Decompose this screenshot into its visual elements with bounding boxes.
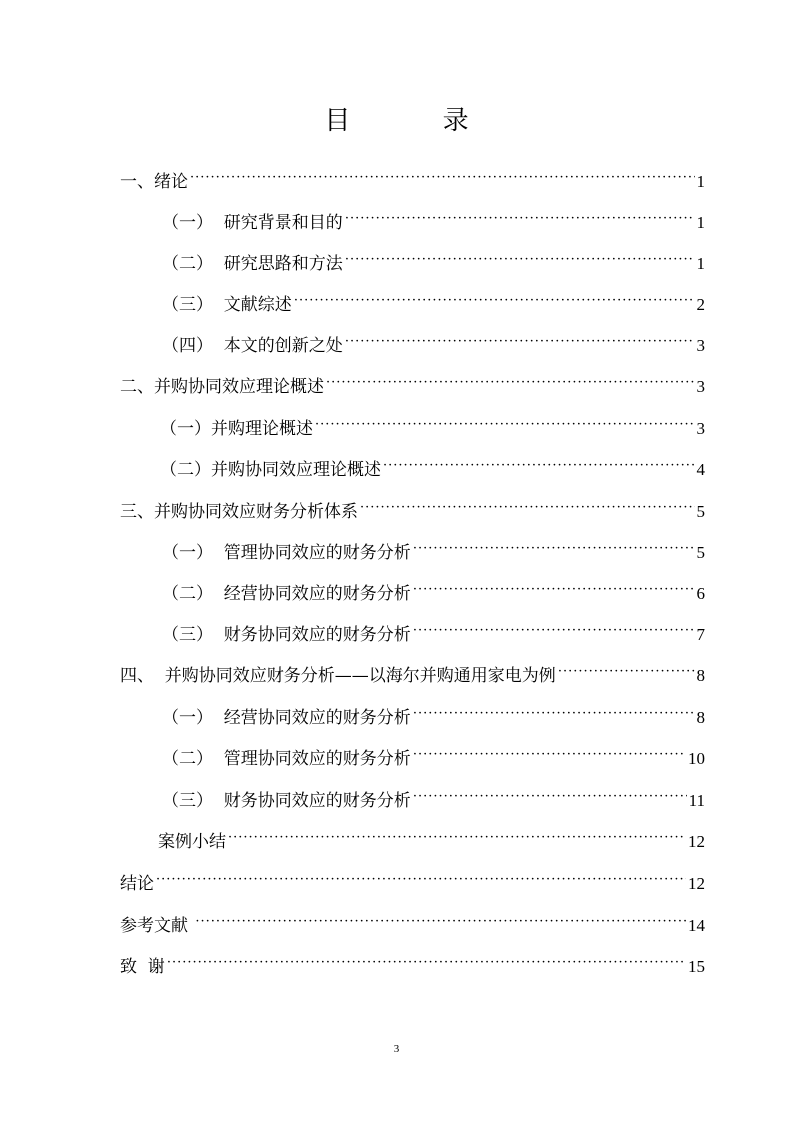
toc-entry-intro[interactable] [120, 168, 705, 196]
toc-entry-page: 6 [696, 584, 705, 603]
toc-entry-page: 8 [696, 708, 705, 727]
toc-entry-label: 二、并购协同效应理论概述 [120, 377, 324, 397]
toc-entry-2-1[interactable] [160, 415, 705, 443]
toc-entry-chapter-3[interactable] [120, 498, 705, 526]
toc-entry-label: （二）并购协同效应理论概述 [160, 460, 381, 480]
toc-leader-dots [360, 494, 695, 522]
toc-entry-label: 三、并购协同效应财务分析体系 [120, 502, 358, 522]
toc-entry-page: 11 [688, 791, 705, 810]
toc-leader-dots [413, 700, 695, 728]
toc-leader-dots [167, 949, 686, 977]
toc-entry-page: 1 [696, 254, 705, 273]
toc-entry-label: （一） 经营协同效应的财务分析 [162, 708, 411, 728]
toc-entry-page: 5 [696, 543, 705, 562]
toc-entry-case-summary[interactable] [158, 828, 705, 856]
toc-entry-page: 12 [688, 832, 705, 851]
toc-leader-dots [345, 205, 695, 233]
toc-entry-label: （一）并购理论概述 [160, 419, 313, 439]
toc-leader-dots [315, 411, 695, 439]
toc-entry-label: 参考文献 [120, 916, 194, 936]
toc-leader-dots [413, 535, 695, 563]
toc-entry-chapter-4[interactable] [120, 662, 705, 690]
toc-leader-dots [558, 658, 695, 686]
toc-entry-4-1[interactable] [162, 704, 705, 732]
toc-entry-page: 3 [696, 377, 705, 396]
toc-entry-3-1[interactable] [162, 539, 705, 567]
toc-title: 目 录 [324, 106, 511, 136]
toc-entry-page: 5 [696, 502, 705, 521]
toc-leader-dots [294, 287, 695, 315]
toc-entry-page: 15 [688, 957, 705, 976]
toc-entry-page: 8 [696, 666, 705, 685]
toc-leader-dots [413, 783, 687, 811]
toc-entry-label: （一） 管理协同效应的财务分析 [162, 543, 411, 563]
toc-entry-label: （二） 研究思路和方法 [162, 254, 343, 274]
toc-leader-dots [190, 164, 695, 192]
toc-leader-dots [228, 824, 686, 852]
toc-entry-acknowledgements[interactable] [120, 953, 705, 981]
toc-entry-label: （四） 本文的创新之处 [162, 336, 343, 356]
toc-entry-conclusion[interactable] [120, 870, 705, 898]
toc-entry-page: 14 [688, 916, 705, 935]
toc-entry-4-2[interactable] [162, 745, 705, 773]
page-number: 3 [393, 1043, 400, 1055]
toc-entry-page: 1 [696, 172, 705, 191]
toc-leader-dots [345, 246, 695, 274]
toc-entry-chapter-2[interactable] [120, 373, 705, 401]
toc-entry-label: （三） 文献综述 [162, 295, 292, 315]
toc-entry-1-3[interactable] [162, 291, 705, 319]
toc-entry-label: （三） 财务协同效应的财务分析 [162, 625, 411, 645]
toc-leader-dots [156, 866, 686, 894]
toc-entry-label: 四、 并购协同效应财务分析——以海尔并购通用家电为例 [120, 666, 556, 686]
toc-leader-dots [345, 328, 695, 356]
toc-leader-dots [326, 369, 695, 397]
toc-entry-1-4[interactable] [162, 332, 705, 360]
toc-entry-page: 4 [696, 460, 705, 479]
toc-entry-label: 案例小结 [158, 832, 226, 852]
toc-entry-2-2[interactable] [160, 456, 705, 484]
toc-entry-page: 10 [688, 749, 705, 768]
toc-entry-4-3[interactable] [162, 787, 705, 815]
toc-entry-page: 3 [696, 419, 705, 438]
toc-entry-page: 7 [696, 625, 705, 644]
toc-leader-dots [413, 576, 695, 604]
toc-entry-page: 1 [696, 213, 705, 232]
toc-entry-label: 一、绪论 [120, 172, 188, 192]
toc-leader-dots [413, 617, 695, 645]
toc-entry-1-1[interactable] [162, 209, 705, 237]
toc-entry-3-2[interactable] [162, 580, 705, 608]
toc-entry-label: （三） 财务协同效应的财务分析 [162, 791, 411, 811]
toc-leader-dots [383, 452, 695, 480]
toc-entry-1-2[interactable] [162, 250, 705, 278]
toc-entry-label: 致 谢 [120, 957, 165, 977]
toc-entry-references[interactable] [120, 912, 705, 940]
toc-entry-label: 结论 [120, 874, 154, 894]
toc-leader-dots [413, 741, 686, 769]
toc-entry-label: （一） 研究背景和目的 [162, 213, 343, 233]
toc-leader-dots [195, 908, 686, 936]
toc-entry-label: （二） 管理协同效应的财务分析 [162, 749, 411, 769]
toc-entry-label: （二） 经营协同效应的财务分析 [162, 584, 411, 604]
toc-entry-page: 12 [688, 874, 705, 893]
toc-entry-page: 2 [696, 295, 705, 314]
toc-entry-page: 3 [696, 336, 705, 355]
toc-entry-3-3[interactable] [162, 621, 705, 649]
